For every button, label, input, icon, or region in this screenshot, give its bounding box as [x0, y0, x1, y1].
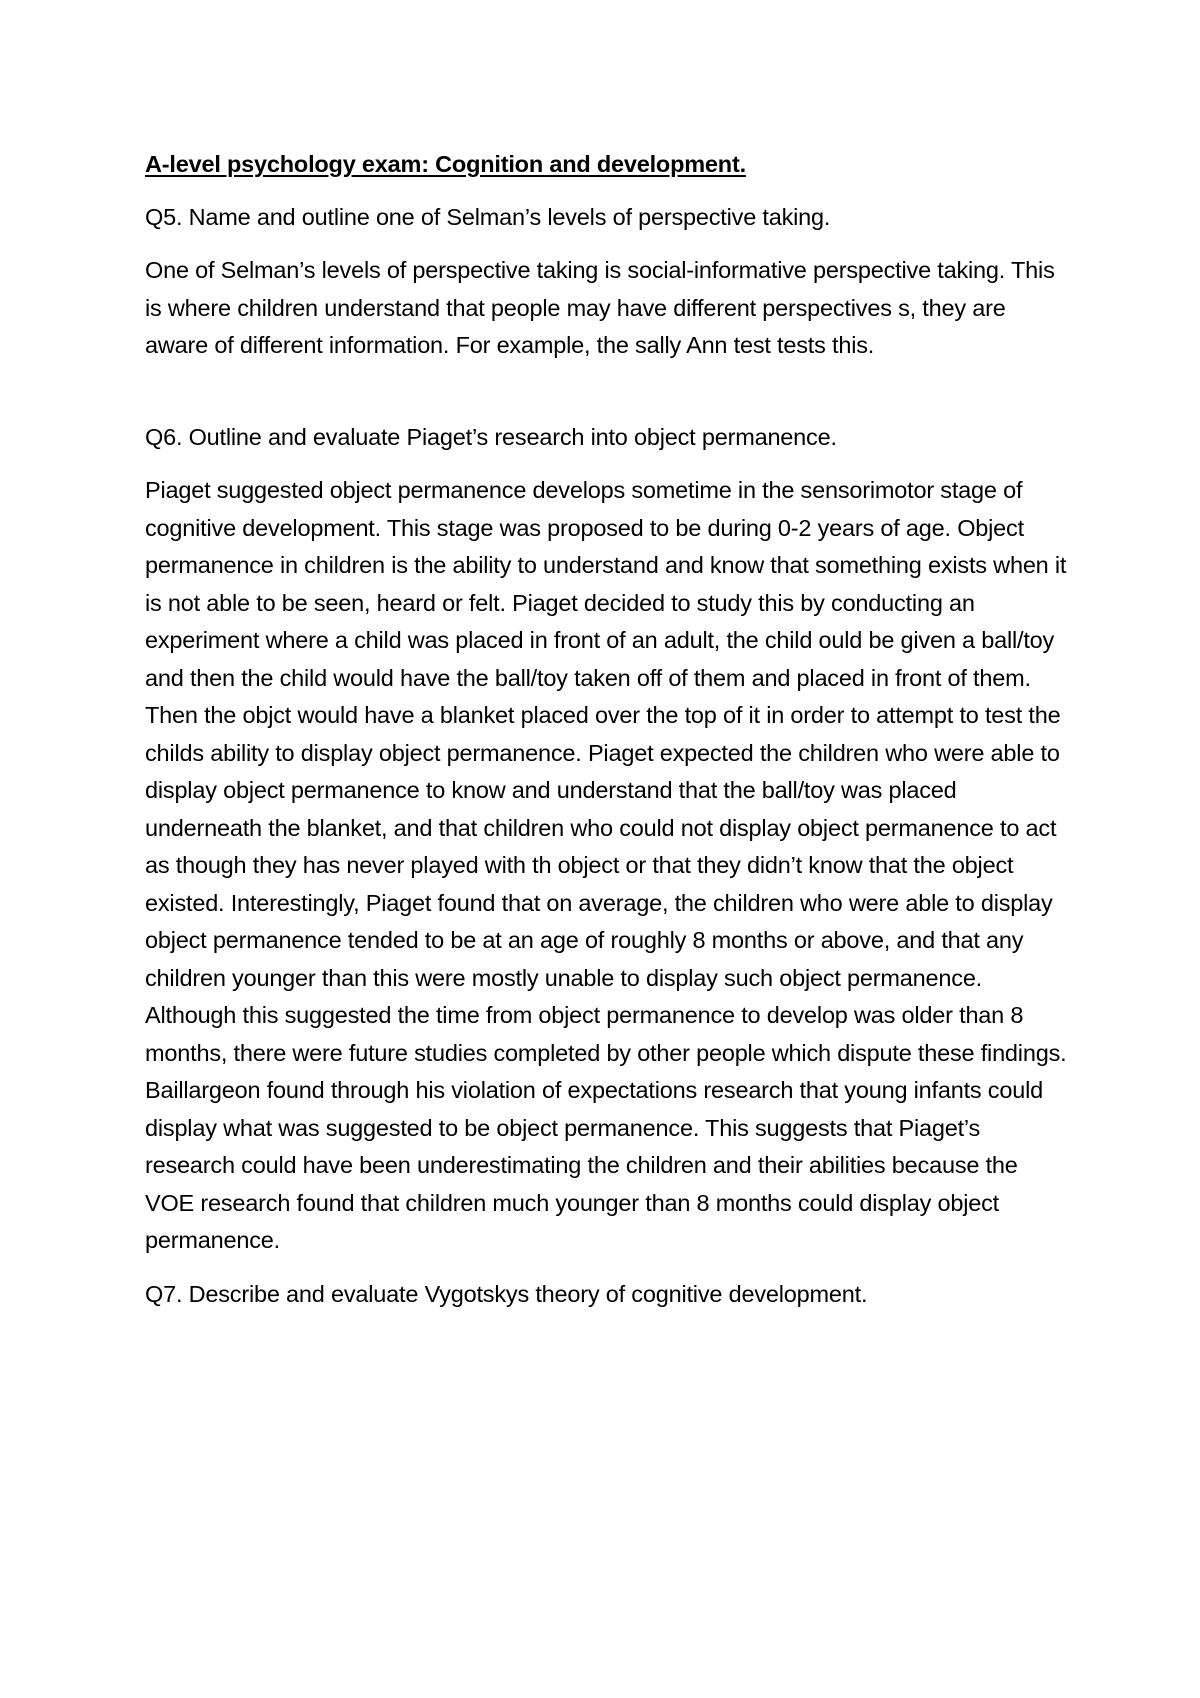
question-q5: Q5. Name and outline one of Selman’s levels of perspective taking. [145, 203, 831, 230]
answer-q5: One of Selman’s levels of perspective taking is social-informative perspective taking. This is where children understand that people may have different perspectives s, they are aware of different information. For example, the sally Ann test tests this. [145, 257, 1055, 358]
document-page [145, 146, 1070, 1313]
question-q7: Q7. Describe and evaluate Vygotskys theory of cognitive development. [145, 1280, 868, 1307]
answer-q6: Piaget suggested object permanence develops sometime in the sensorimotor stage of cognitive development. This stage was proposed to be during 0-2 years of age. Object permanence in children is the ability to understand and know that something exists when it is not able to be seen, heard or felt. Piaget decided to study this by conducting an experiment where a child was placed in front of an adult, the child ould be given a ball/toy and then the child would have the ball/toy taken off of them and placed in front of them. Then the objct would have a blanket placed over the top of it in order to attempt to test the childs ability to display object permanence. Piaget expected the children who were able to display object permanence to know and understand that the ball/toy was placed underneath the blanket, and that children who could not display object permanence to act as though they has never played with th object or that they didn’t know that the object existed. Interestingly, Piaget found that on average, the children who were able to display object permanence tended to be at an age of roughly 8 months or above, and that any children younger than this were mostly unable to display such object permanence. Although this suggested the time from object permanence to develop was older than 8 months, there were future studies completed by other people which dispute these findings. Baillargeon found through his violation of expectations research that young infants could display what was suggested to be object permanence. This suggests that Piaget’s research could have been underestimating the children and their abilities because the VOE research found that children much younger than 8 months could display object permanence. [145, 477, 1067, 1253]
question-q6: Q6. Outline and evaluate Piaget’s research into object permanence. [145, 423, 837, 450]
document-title: A-level psychology exam: Cognition and development. [145, 151, 746, 177]
